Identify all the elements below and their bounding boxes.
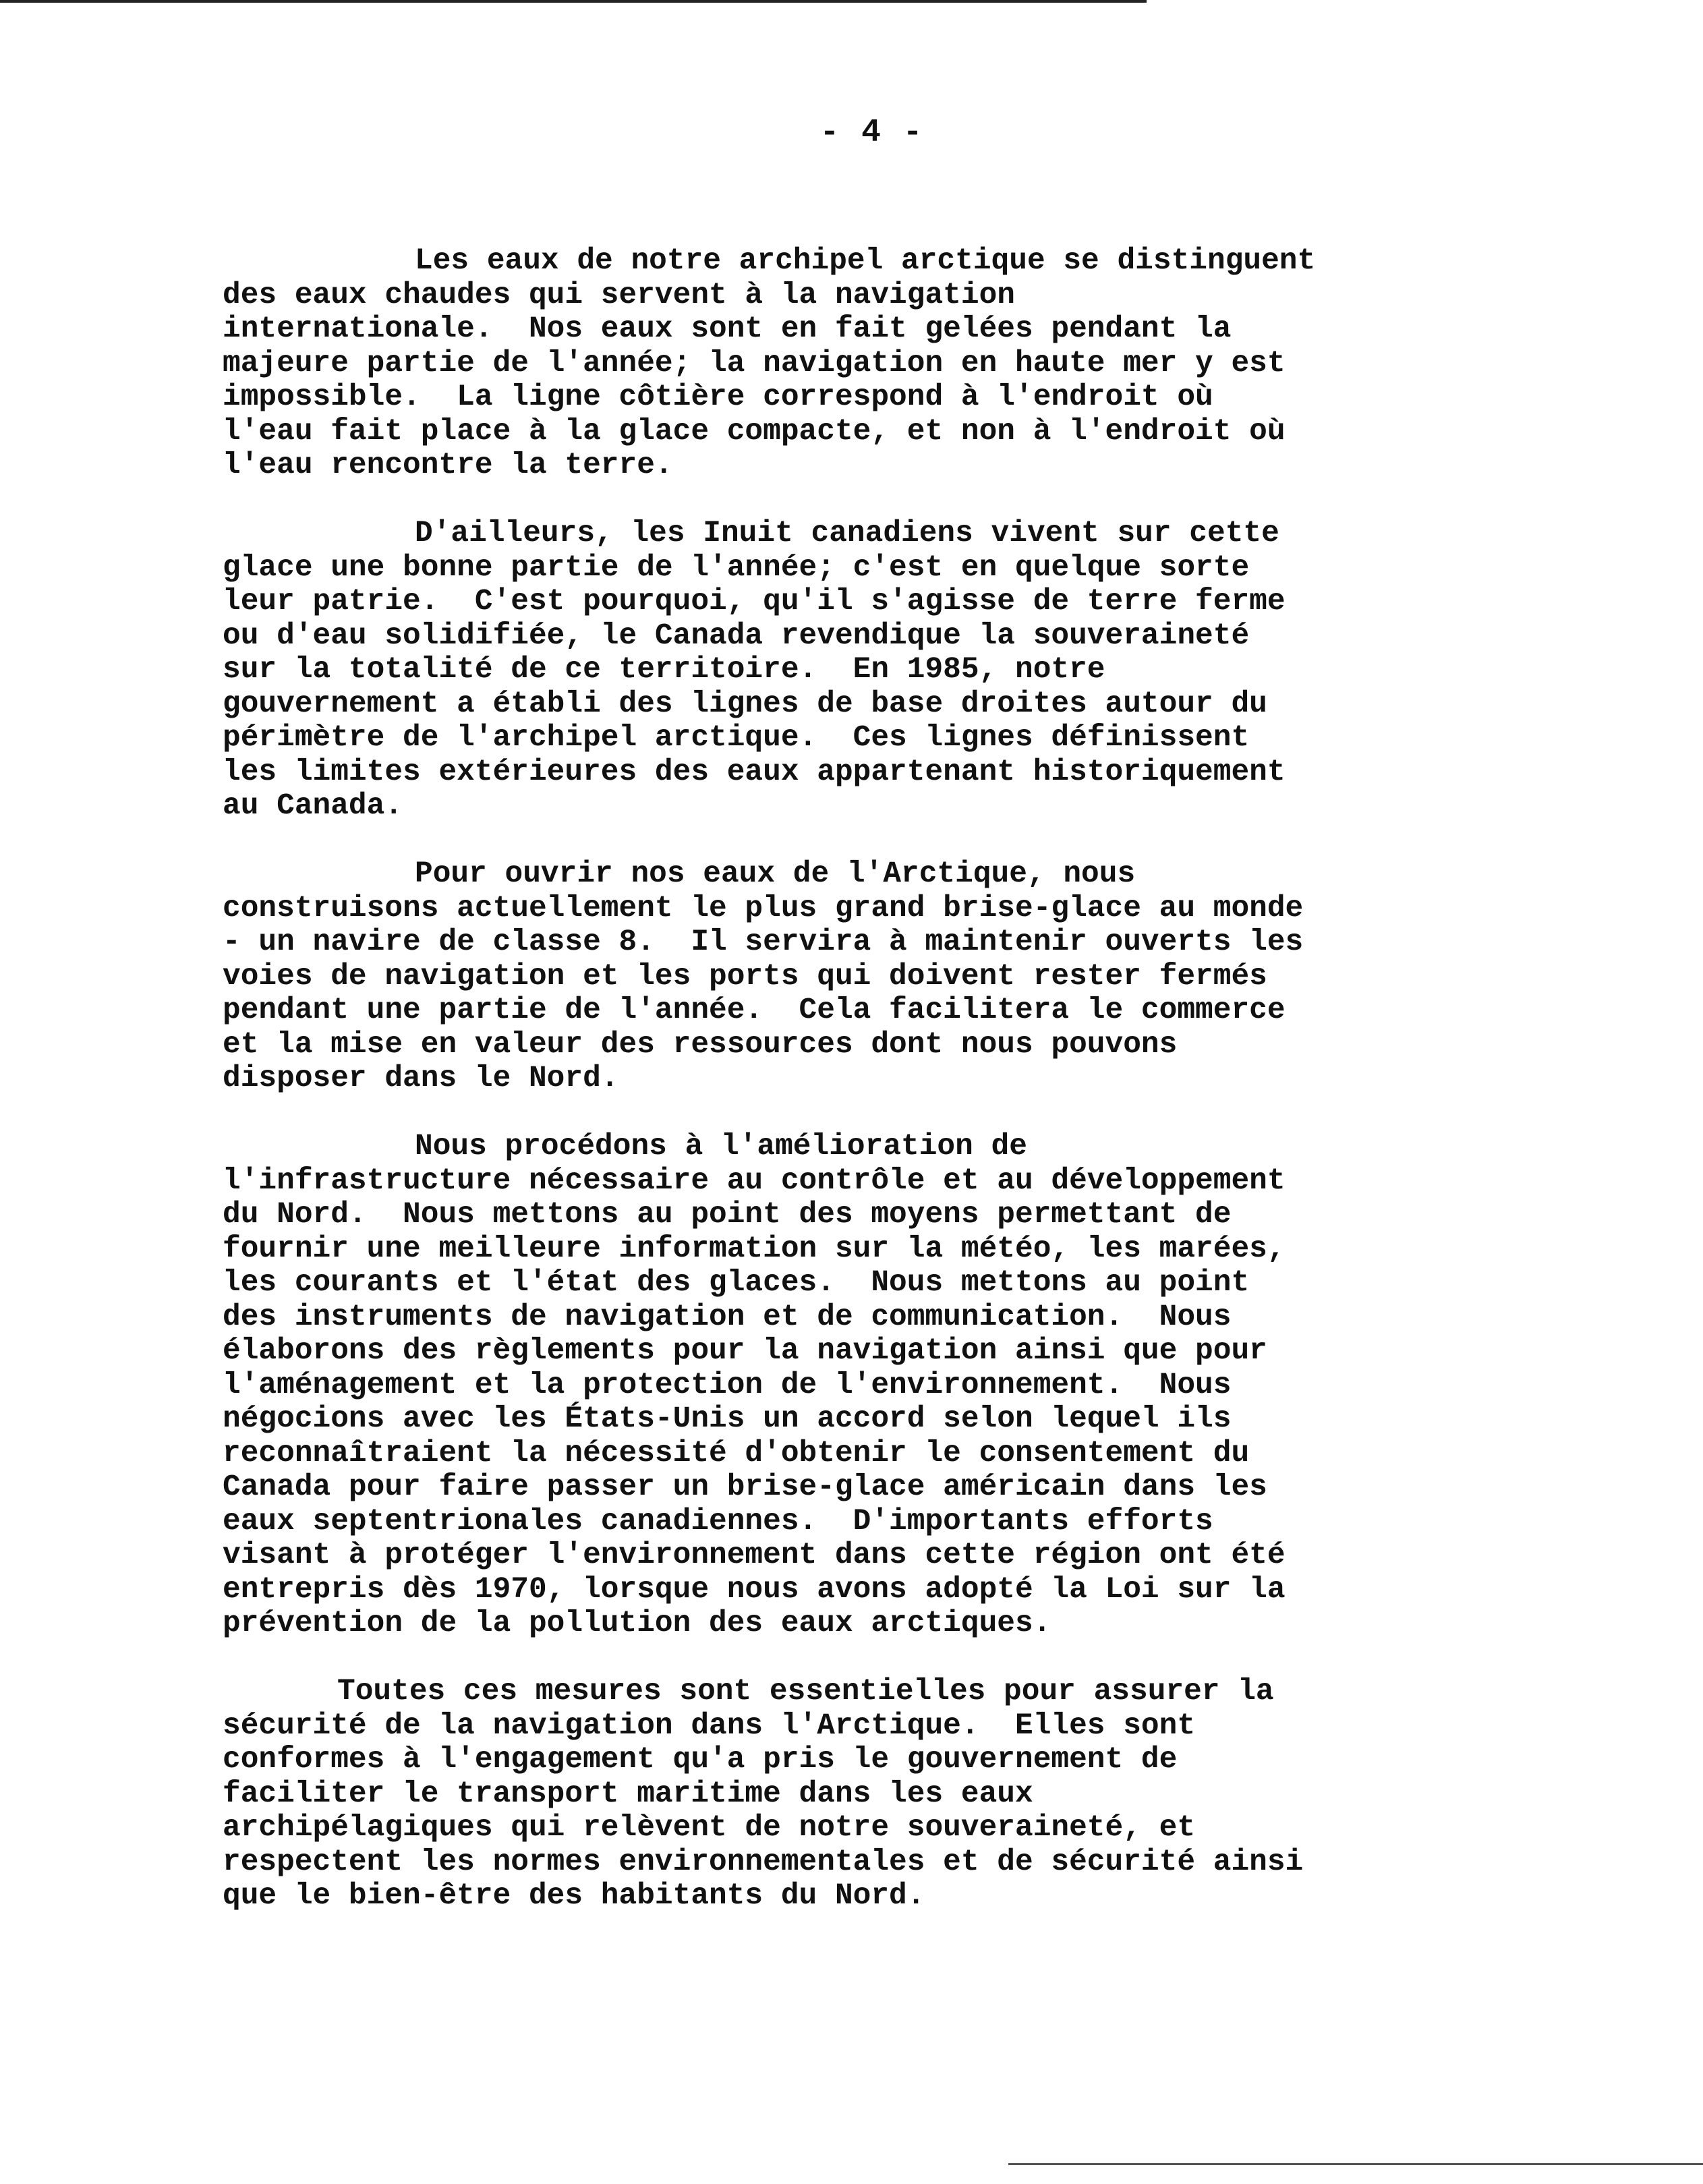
text-line: voies de navigation et les ports qui doivent rester fermés <box>223 959 1267 994</box>
text-line: majeure partie de l'année; la navigation en haute mer y est <box>223 346 1286 380</box>
text-line: faciliter le transport maritime dans les eaux <box>223 1777 1033 1811</box>
page-number: - 4 - <box>819 115 924 151</box>
paragraph-4 <box>223 1130 1491 1641</box>
paragraph-5 <box>223 1675 1491 1914</box>
text-line: construisons actuellement le plus grand brise-glace au monde <box>223 891 1304 925</box>
scan-edge-bottom <box>1008 2163 1703 2165</box>
scan-edge-top <box>0 0 1147 3</box>
text-line: - un navire de classe 8. Il servira à maintenir ouverts les <box>223 925 1304 959</box>
text-line: sur la totalité de ce territoire. En 1985, notre <box>223 653 1105 687</box>
text-line: sécurité de la navigation dans l'Arctique. Elles sont <box>223 1708 1196 1743</box>
text-line: du Nord. Nous mettons au point des moyens permettant de <box>223 1198 1232 1232</box>
text-line: négocions avec les États-Unis un accord selon lequel ils <box>223 1402 1232 1436</box>
text-line: l'eau fait place à la glace compacte, et non à l'endroit où <box>223 414 1286 449</box>
text-line: fournir une meilleure information sur la météo, les marées, <box>223 1232 1286 1266</box>
text-line: Les eaux de notre archipel arctique se distinguent <box>415 244 1316 278</box>
text-line: respectent les normes environnementales et de sécurité ainsi <box>223 1845 1304 1879</box>
text-line: entrepris dès 1970, lorsque nous avons adopté la Loi sur la <box>223 1572 1286 1607</box>
text-line: visant à protéger l'environnement dans cette région ont été <box>223 1539 1286 1572</box>
text-line: l'aménagement et la protection de l'environnement. Nous <box>223 1368 1232 1402</box>
text-line: eaux septentrionales canadiennes. D'importants efforts <box>223 1504 1213 1539</box>
text-line: conformes à l'engagement qu'a pris le gouvernement de <box>223 1743 1178 1777</box>
text-line: et la mise en valeur des ressources dont nous pouvons <box>223 1027 1178 1062</box>
text-line: gouvernement a établi des lignes de base droites autour du <box>223 687 1267 721</box>
text-line: des instruments de navigation et de communication. Nous <box>223 1300 1232 1334</box>
text-line: ou d'eau solidifiée, le Canada revendique la souveraineté <box>223 619 1250 653</box>
text-line: pendant une partie de l'année. Cela facilitera le commerce <box>223 994 1286 1027</box>
text-line: disposer dans le Nord. <box>223 1062 619 1095</box>
text-line: leur patrie. C'est pourquoi, qu'il s'agisse de terre ferme <box>223 585 1286 619</box>
text-line: archipélagiques qui relèvent de notre souveraineté, et <box>223 1811 1196 1845</box>
text-line: périmètre de l'archipel arctique. Ces lignes définissent <box>223 721 1250 755</box>
text-line: que le bien-être des habitants du Nord. <box>223 1879 925 1913</box>
text-line: au Canada. <box>223 789 403 823</box>
text-line: Nous procédons à l'amélioration de <box>415 1130 1027 1163</box>
text-line: les limites extérieures des eaux appartenant historiquement <box>223 755 1286 789</box>
text-line: reconnaîtraient la nécessité d'obtenir le consentement du <box>223 1436 1250 1470</box>
text-line: prévention de la pollution des eaux arctiques. <box>223 1607 1051 1640</box>
paragraph-3 <box>223 857 1491 1096</box>
text-line: élaborons des règlements pour la navigation ainsi que pour <box>223 1334 1267 1368</box>
text-line: internationale. Nos eaux sont en fait gelées pendant la <box>223 312 1232 346</box>
paragraph-2 <box>223 517 1491 824</box>
paragraph-1 <box>223 244 1491 483</box>
text-line: Canada pour faire passer un brise-glace américain dans les <box>223 1470 1267 1504</box>
text-line: l'infrastructure nécessaire au contrôle et au développement <box>223 1163 1286 1198</box>
text-line: les courants et l'état des glaces. Nous mettons au point <box>223 1266 1250 1300</box>
document-body <box>223 244 1491 1947</box>
text-line: Toutes ces mesures sont essentielles pour assurer la <box>337 1675 1274 1708</box>
text-line: glace une bonne partie de l'année; c'est en quelque sorte <box>223 550 1250 585</box>
text-line: impossible. La ligne côtière correspond à l'endroit où <box>223 380 1213 414</box>
text-line: D'ailleurs, les Inuit canadiens vivent sur cette <box>415 517 1279 550</box>
text-line: l'eau rencontre la terre. <box>223 449 673 482</box>
text-line: Pour ouvrir nos eaux de l'Arctique, nous <box>415 857 1136 891</box>
text-line: des eaux chaudes qui servent à la navigation <box>223 278 1015 312</box>
